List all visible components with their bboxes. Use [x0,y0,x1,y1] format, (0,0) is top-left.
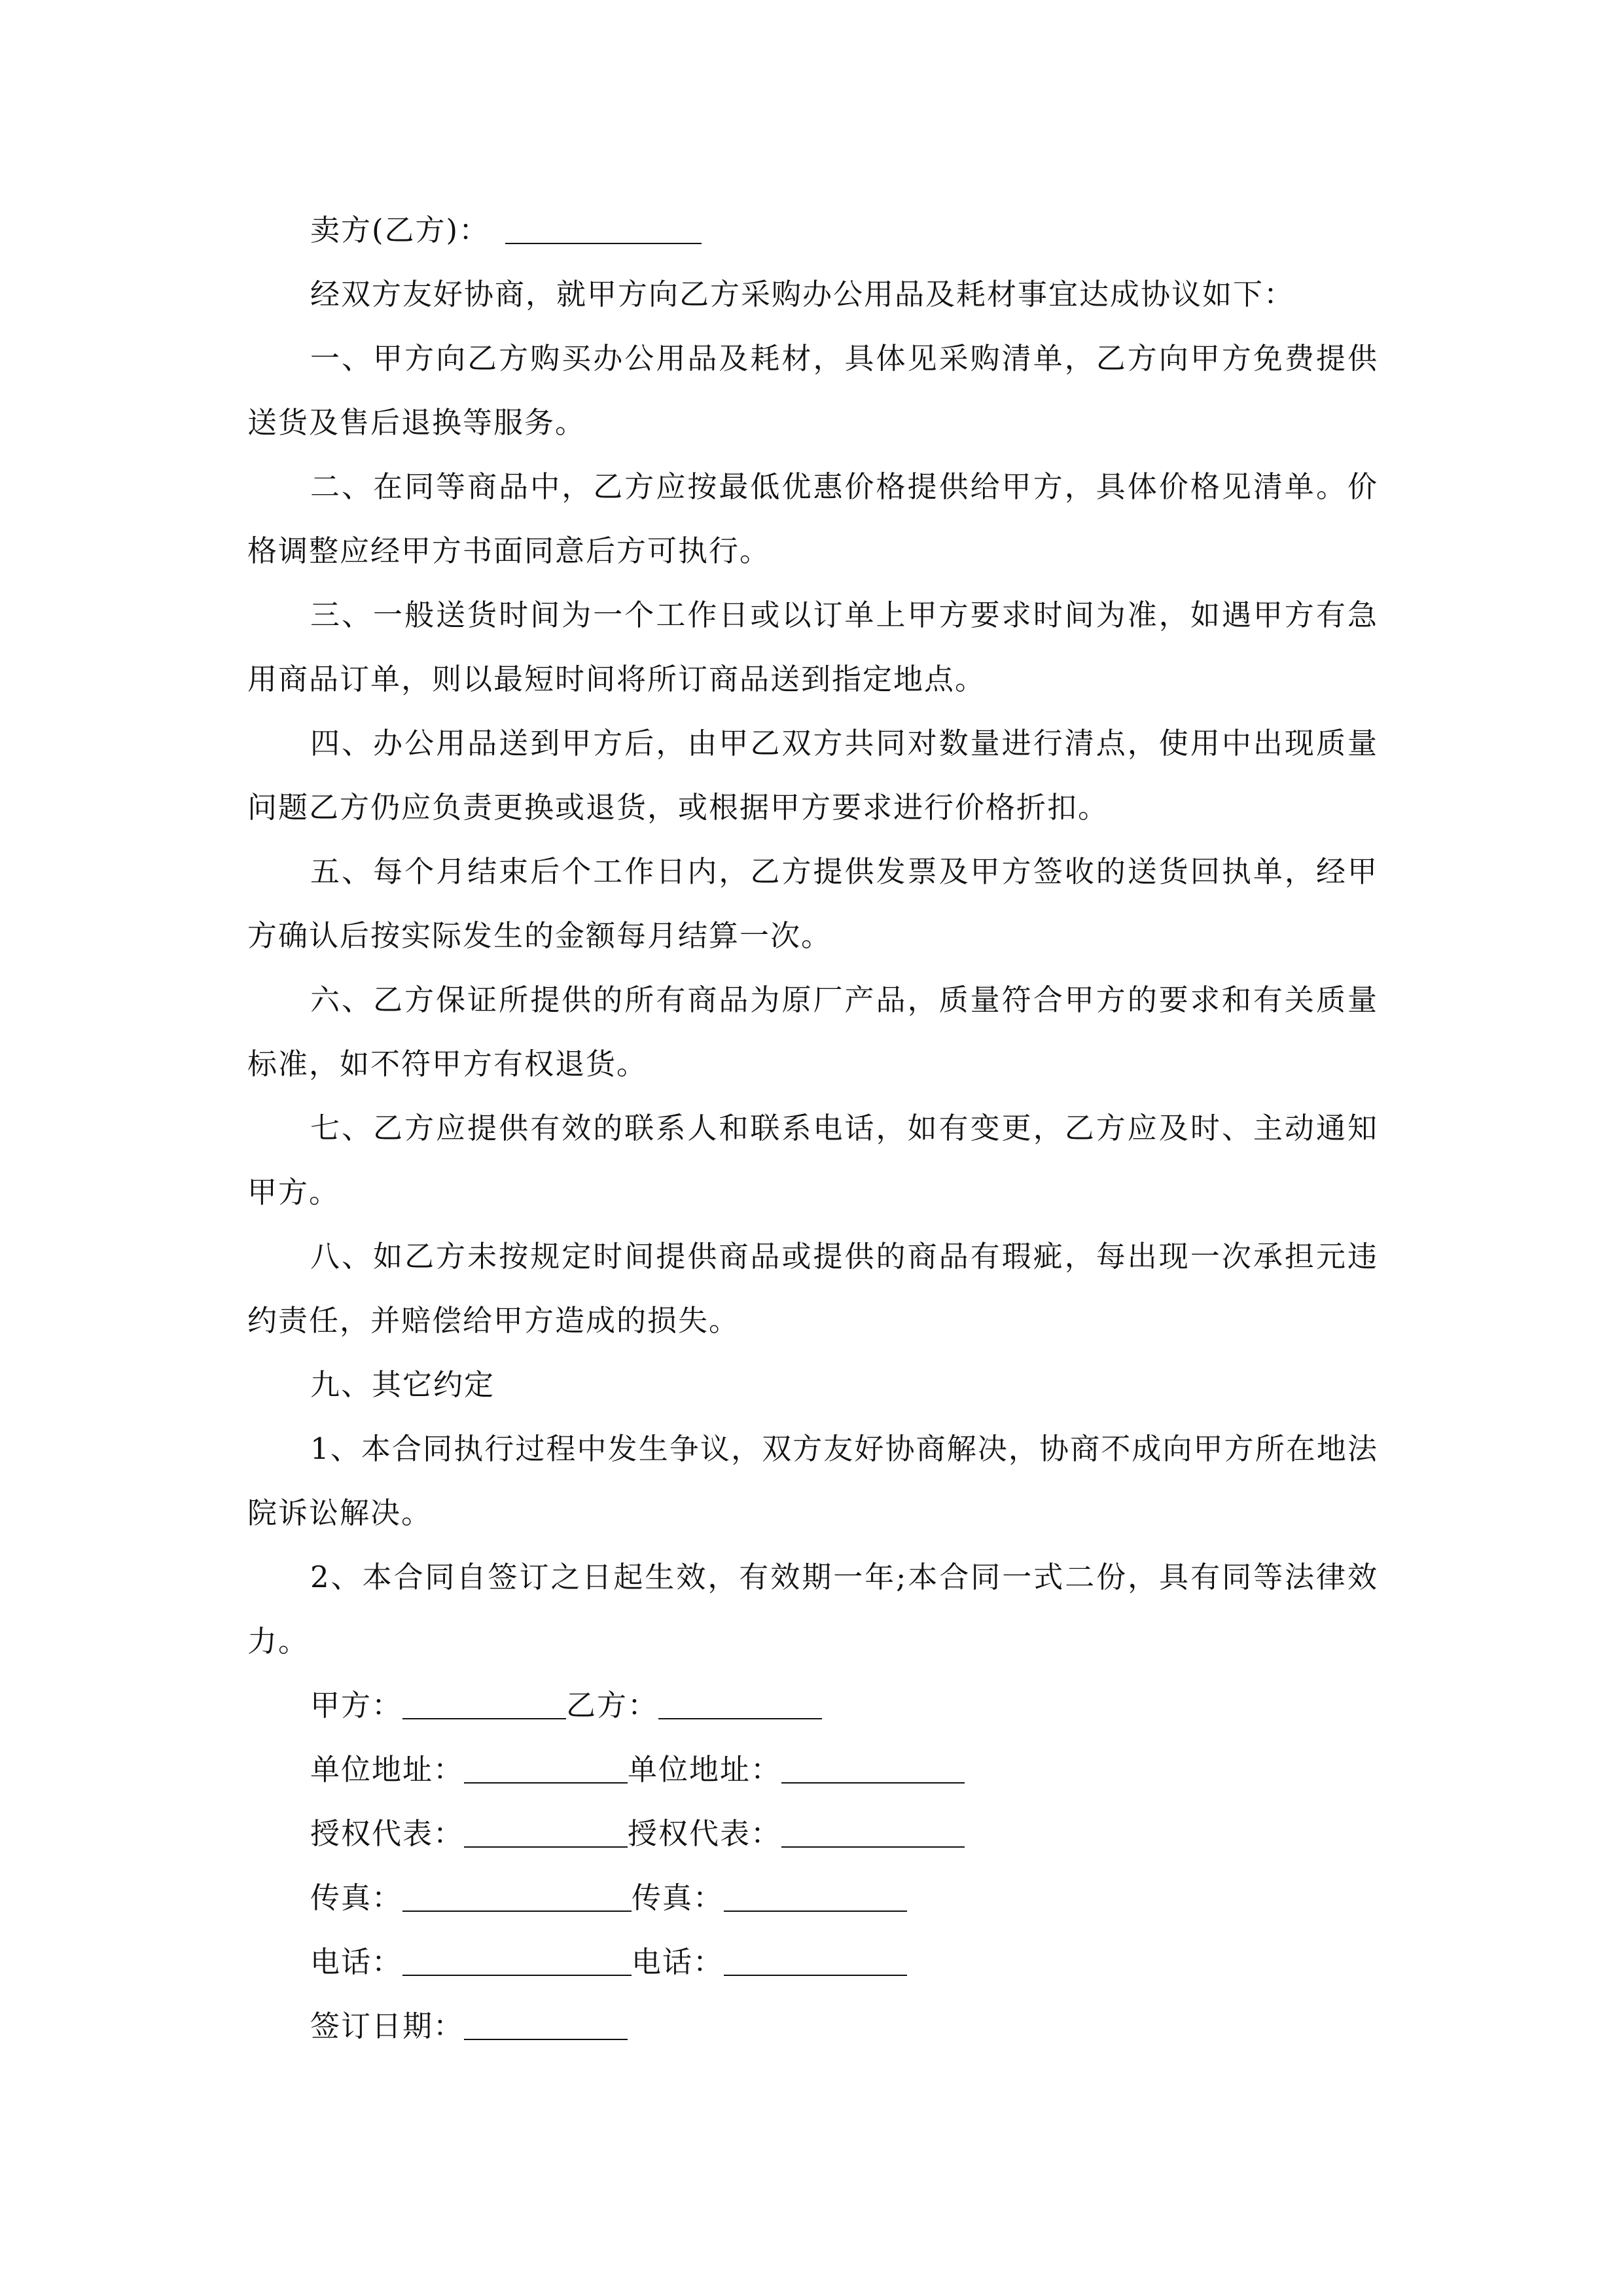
signature-parties-line [247,1674,1378,1738]
seller-label: 卖方(乙方)： [310,213,490,247]
phone-a-blank[interactable] [402,1948,632,1976]
clause-7: 七、乙方应提供有效的联系人和联系电话，如有变更，乙方应及时、主动通知甲方。 [247,1111,1378,1210]
rep-b-blank[interactable] [781,1820,965,1848]
fax-a-label: 传真： [310,1880,403,1915]
fax-a-blank[interactable] [402,1884,632,1912]
contract-body [247,198,1378,2058]
clause-1: 一、甲方向乙方购买办公用品及耗材，具体见采购清单，乙方向甲方免费提供送货及售后退换等服务。 [247,341,1378,440]
clause-9-item-1: 1、本合同执行过程中发生争议，双方友好协商解决，协商不成向甲方所在地法院诉讼解决。 [247,1431,1378,1530]
address-a-blank[interactable] [464,1756,628,1784]
clause-3: 三、一般送货时间为一个工作日或以订单上甲方要求时间为准，如遇甲方有急用商品订单，则以最短时间将所订商品送到指定地点。 [247,598,1378,696]
fax-b-blank[interactable] [724,1884,907,1912]
rep-b-label: 授权代表： [628,1816,782,1851]
party-a-label: 甲方： [310,1688,403,1723]
fax-b-label: 传真： [632,1880,724,1915]
signature-fax-line [247,1866,1378,1930]
clause-8: 八、如乙方未按规定时间提供商品或提供的商品有瑕疵，每出现一次承担元违约责任，并赔偿给甲方造成的损失。 [247,1239,1378,1338]
phone-a-label: 电话： [310,1945,403,1979]
rep-a-blank[interactable] [464,1820,628,1848]
intro-paragraph: 经双方友好协商，就甲方向乙方采购办公用品及耗材事宜达成协议如下： [310,277,1295,312]
phone-b-blank[interactable] [724,1948,907,1976]
seller-blank[interactable] [505,217,702,244]
seller-line [247,198,1378,262]
phone-b-label: 电话： [632,1945,724,1979]
signature-rep-line [247,1802,1378,1866]
address-a-label: 单位地址： [310,1752,465,1787]
party-a-blank[interactable] [402,1692,566,1719]
party-b-label: 乙方： [566,1688,659,1723]
clause-5: 五、每个月结束后个工作日内，乙方提供发票及甲方签收的送货回执单，经甲方确认后按实际发生的金额每月结算一次。 [247,854,1378,953]
signature-date-line [247,1994,1378,2058]
date-label: 签订日期： [310,2009,465,2043]
signature-phone-line [247,1930,1378,1994]
clause-4: 四、办公用品送到甲方后，由甲乙双方共同对数量进行清点，使用中出现质量问题乙方仍应负责更换或退货，或根据甲方要求进行价格折扣。 [247,726,1378,825]
clause-9-item-2: 2、本合同自签订之日起生效，有效期一年;本合同一式二份，具有同等法律效力。 [247,1560,1378,1659]
clause-6: 六、乙方保证所提供的所有商品为原厂产品，质量符合甲方的要求和有关质量标准，如不符甲方有权退货。 [247,982,1378,1081]
rep-a-label: 授权代表： [310,1816,465,1851]
address-b-label: 单位地址： [628,1752,782,1787]
date-blank[interactable] [464,2013,628,2040]
clause-2: 二、在同等商品中，乙方应按最低优惠价格提供给甲方，具体价格见清单。价格调整应经甲方书面同意后方可执行。 [247,469,1378,568]
clause-9-heading: 九、其它约定 [310,1367,495,1402]
address-b-blank[interactable] [781,1756,965,1784]
party-b-blank[interactable] [658,1692,822,1719]
signature-address-line [247,1738,1378,1802]
